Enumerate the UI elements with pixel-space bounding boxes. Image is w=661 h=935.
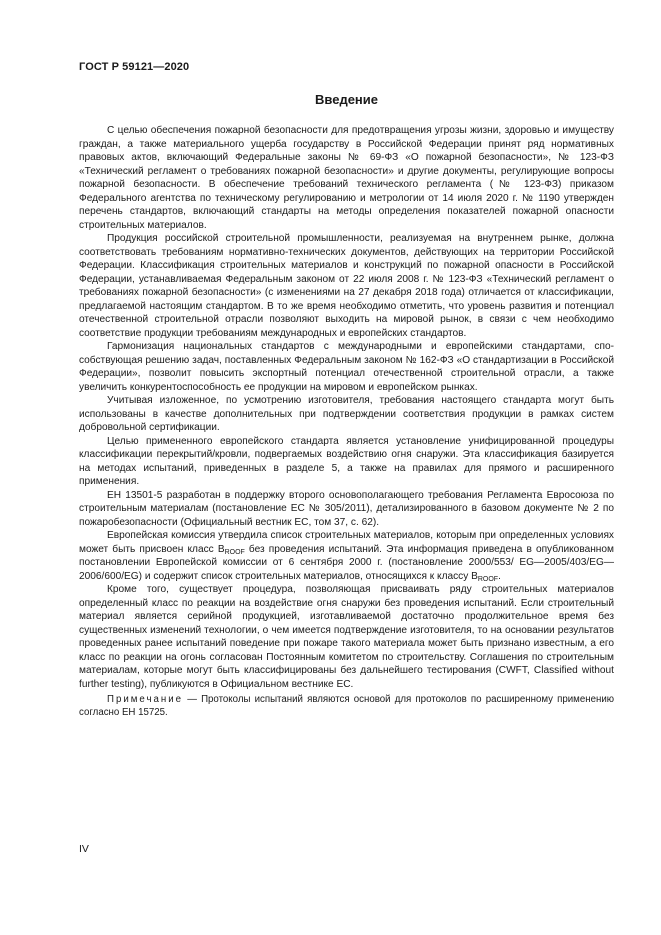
paragraph-7 <box>79 529 614 583</box>
paragraph-7-part-a: Европейская комиссия утвердила список строительных материалов, которым при определенных условиях может быть присвоен класс B <box>79 530 614 555</box>
paragraph-8: Кроме того, существует процедура, позволяющая присваивать ряду строительных материалов определенный класс по реакции на воздействие огня снаружи без проведения испытаний. Если строительный материал является серийной продукцией, изготавливаемой достаточно продолжительное время без существенных изменений технологии, о чем имеется подтверждение изготовителя, то на основании результатов проведенных ранее испытаний поведение при пожаре такого материала может быть признано известным, а его класс по реакции на огонь согласован Постоянным комитетом по строительству. Соглашения по строительным материалам, которые могут быть классифицированы без дальнейшего тестирования (CWFT, Classified without further testing), публикуются в Официальном вестнике ЕС. <box>79 584 614 690</box>
paragraph-7-part-c: . <box>498 570 501 582</box>
note-paragraph <box>79 693 614 719</box>
paragraph-2: Продукция российской строительной промышленности, реализуемая на внутреннем рынке, должна соответствовать требованиям нормативно-технических документов, действующих на территории Российской Федерации. Классификация строительных материалов и конструкций по пожарной опасности в Российской Федерации, устанавливаемая Федеральным законом от 22 июля 2008 г. № 123-ФЗ «Технический регламент о требованиях пожарной безопасности» (с изменениями на 27 декабря 2018 года) отличается от классификации, предлагаемой настоящим стандартом. В то же время необходимо отметить, что уровень развития и потенциал отечественной строительной отрасли позволяют выходить на мировой рынок, в связи с чем необходимо соответствие продукции требованиям международных и европейских стандартов. <box>79 233 614 339</box>
note-label: Примечание <box>107 694 184 705</box>
paragraph-4: Учитывая изложенное, по усмотрению изготовителя, требования настоящего стандарта могут быть использованы в качестве дополнительных при подтверждении соответствия продукции в рамках систем добровольной сертификации. <box>79 395 614 433</box>
section-title: Введение <box>315 92 378 107</box>
standard-code-header: ГОСТ Р 59121—2020 <box>79 61 190 73</box>
paragraph-1: С целью обеспечения пожарной безопасности для предотвращения угрозы жизни, здоровью и имуществу граждан, а также материального ущерба государству в Российской Федерации принят ряд нормативных правовых актов, включающий Федеральные законы № 69-ФЗ «О пожарной безопасности», № 123-ФЗ «Технический регламент о требованиях пожарной безопасности» и другие документы, регулирующие вопросы пожарной безопасности. В обеспечение требований технического регламента (№ 123-ФЗ) приказом Федерального агентства по техническому регулированию и метрологии от 14 июля 2020 г. № 1190 утвержден перечень стандартов, включающий стандарты на методы определения показателей пожарной опасности строительных материалов. <box>79 125 614 231</box>
paragraph-3: Гармонизация национальных стандартов с международными и европейскими стандартами, способствующая решению задач, поставленных Федеральным законом № 162-ФЗ «О стандартизации в Российской Федерации», позволит повысить экспортный потенциал отечественной строительной отрасли, а также увеличить конкурентоспособность ее продукции на мировом и европейском рынках. <box>79 341 614 393</box>
class-subscript: ROOF <box>477 575 499 583</box>
class-subscript: ROOF <box>224 548 245 556</box>
paragraph-7-part-b: без проведения испытаний. Эта информация приведена в опубликованном постановлении Европейской комиссии от 6 сентября 2000 г. (постановление 2000/553/ EG—2005/403/EG—2006/600/EG) и содержит список строительных материалов, относящихся к классу B <box>79 543 614 582</box>
paragraph-6: ЕН 13501-5 разработан в поддержку второго основополагающего требования Регламента Евросоюза по строительным материалам (постановление ЕС № 305/2011), детализированного в базовом документе № 2 по пожаробезопасности (Официальный вестник ЕС, том 37, с. 62). <box>79 489 614 528</box>
document-body <box>79 124 614 719</box>
page-number: IV <box>79 843 89 855</box>
note-text: — Протоколы испытаний являются основой для протоколов по расширенному применению согласно ЕН 15725. <box>79 694 614 719</box>
paragraph-5: Целью примененного европейского стандарта является установление унифицированной процедуры классификации перекрытий/кровли, подвергаемых воздействию огня снаружи. Эта классификация базируется на методах испытаний, приведенных в разделе 5, а также на правилах для прямого и расширенного применения. <box>79 435 614 487</box>
